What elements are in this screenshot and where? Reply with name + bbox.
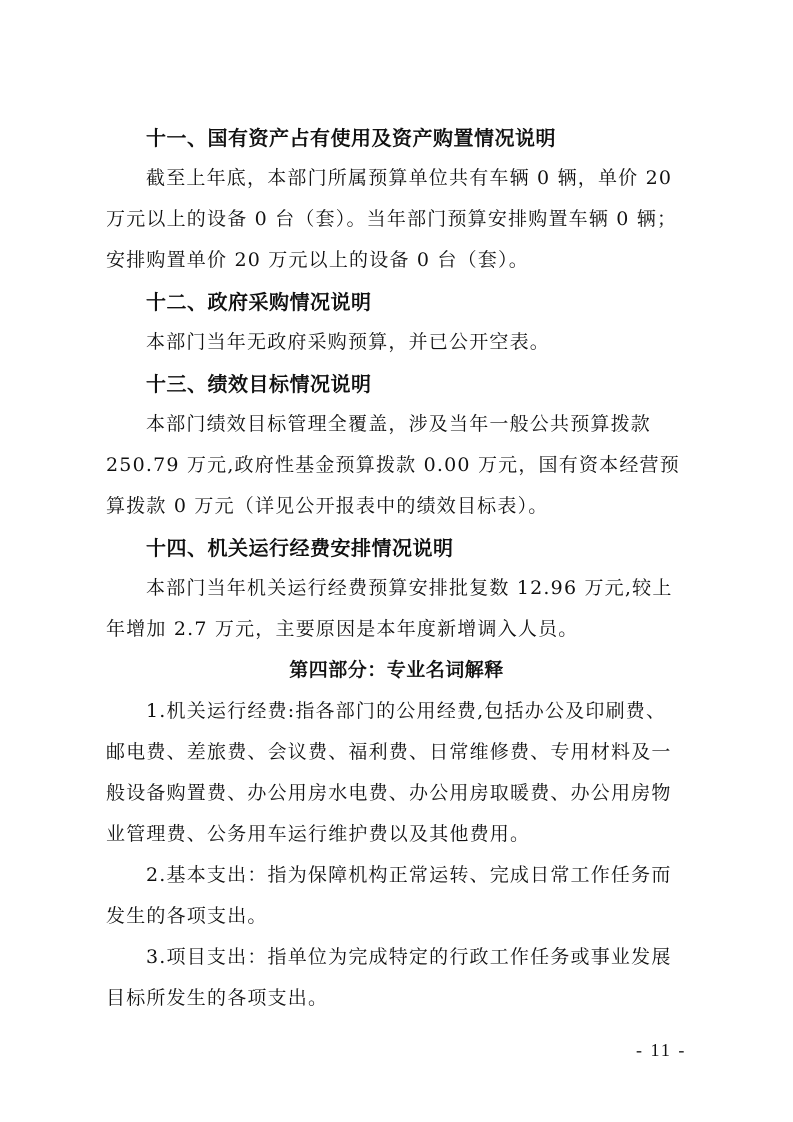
section-14-heading: 十四、机关运行经费安排情况说明 [146, 536, 454, 560]
term-2-line: 发生的各项支出。 [106, 905, 268, 927]
term-3-line: 目标所发生的各项支出。 [106, 987, 329, 1009]
term-1-line: 般设备购置费、办公用房水电费、办公用房取暖费、办公用房物 [106, 782, 672, 804]
paragraph-line: 本部门当年无政府采购预算，并已公开空表。 [146, 331, 551, 353]
paragraph-line: 本部门当年机关运行经费预算安排批复数 12.96 万元,较上 [146, 577, 673, 599]
term-1-line: 业管理费、公务用车运行维护费以及其他费用。 [106, 823, 531, 845]
part-4-title: 第四部分：专业名词解释 [289, 659, 504, 681]
term-1-line: 1.机关运行经费:指各部门的公用经费,包括办公及印刷费、 [146, 700, 667, 722]
page-number: - 11 - [636, 1040, 687, 1060]
paragraph-line: 算拨款 0 万元（详见公开报表中的绩效目标表）。 [106, 495, 549, 517]
paragraph-line: 万元以上的设备 0 台（套）。当年部门预算安排购置车辆 0 辆； [106, 208, 678, 230]
paragraph-line: 截至上年底，本部门所属预算单位共有车辆 0 辆，单价 20 [146, 167, 673, 189]
paragraph-line: 年增加 2.7 万元，主要原因是本年度新增调入人员。 [106, 618, 579, 640]
paragraph-line: 本部门绩效目标管理全覆盖，涉及当年一般公共预算拨款 [146, 413, 652, 435]
term-3-line: 3.项目支出：指单位为完成特定的行政工作任务或事业发展 [146, 946, 672, 968]
term-1-line: 邮电费、差旅费、会议费、福利费、日常维修费、专用材料及一 [106, 741, 672, 763]
paragraph-line: 安排购置单价 20 万元以上的设备 0 台（套）。 [106, 249, 529, 271]
term-2-line: 2.基本支出：指为保障机构正常运转、完成日常工作任务而 [146, 864, 672, 886]
section-11-heading: 十一、国有资产占有使用及资产购置情况说明 [146, 126, 556, 150]
paragraph-line: 250.79 万元,政府性基金预算拨款 0.00 万元，国有资本经营预 [106, 454, 680, 476]
section-12-heading: 十二、政府采购情况说明 [146, 290, 372, 314]
section-13-heading: 十三、绩效目标情况说明 [146, 372, 372, 396]
